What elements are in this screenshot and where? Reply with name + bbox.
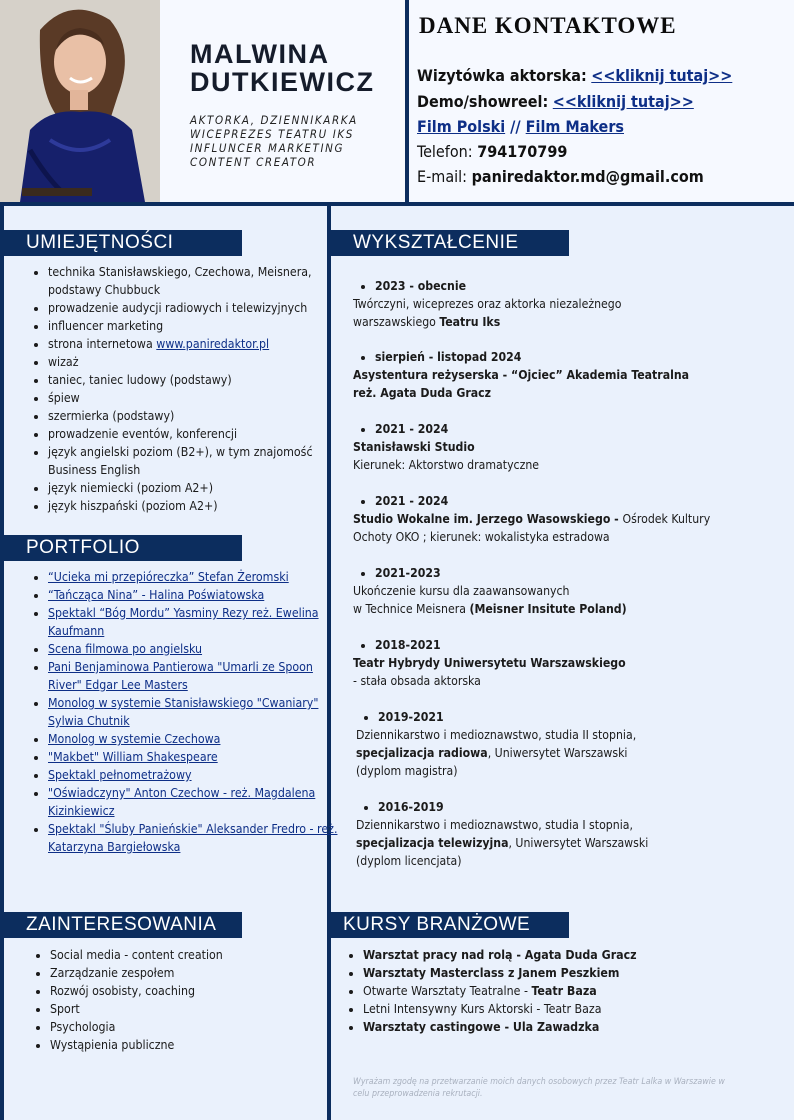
list-item: • język hiszpański (poziom A2+) xyxy=(48,497,343,515)
email-line xyxy=(417,167,704,187)
portfolio-item xyxy=(48,730,338,748)
website-link[interactable]: www.paniredaktor.pl xyxy=(156,337,270,351)
skills-list xyxy=(28,263,343,515)
consent-clause: Wyrażam zgodę na przetwarzanie moich danych osobowych przez Teatr Lalka w Warszawie w celu przeprowadzenia rekrutacji. xyxy=(353,1077,725,1099)
roles xyxy=(190,113,358,169)
portfolio-item xyxy=(48,694,338,730)
demo-line xyxy=(417,92,694,112)
film-polski-link[interactable]: Film Polski xyxy=(417,117,506,136)
portfolio-item xyxy=(48,658,338,694)
header-divider xyxy=(0,202,794,206)
email-value: paniredaktor.md@gmail.com xyxy=(471,167,704,186)
entry-text: Ośrodek Kultury xyxy=(622,512,711,526)
list-item: • język angielski poziom (B2+), w tym znajomość Business English xyxy=(48,443,343,479)
list-item: • Warsztaty Masterclass z Janem Peszkiem xyxy=(363,964,783,982)
list-item: • Warsztaty castingowe - Ula Zawadzka xyxy=(363,1018,783,1036)
portfolio-link[interactable]: "Oświadczyny" Anton Czechow - reż. Magdalena Kizinkiewicz xyxy=(48,786,316,818)
list-item: • prowadzenie audycji radiowych i telewizyjnych xyxy=(48,299,343,317)
interests-list xyxy=(30,946,340,1054)
phone-line xyxy=(417,142,567,162)
entry-line: - stała obsada aktorska xyxy=(353,674,481,688)
entry-line: Stanisławski Studio xyxy=(353,440,475,454)
role-line: WICEPREZES TEATRU IKS xyxy=(190,127,354,141)
entry-line: Twórczyni, wiceprezes oraz aktorka niezależnego xyxy=(353,297,622,311)
entry-text-bold: Teatru Iks xyxy=(439,315,501,329)
portfolio-link[interactable]: Spektakl “Bóg Mordu” Yasminy Rezy reż. Ewelina Kaufmann xyxy=(48,606,319,638)
entry-date: 2016-2019 xyxy=(378,800,444,814)
portfolio-link[interactable]: Scena filmowa po angielsku xyxy=(48,642,203,656)
list-item xyxy=(48,335,343,353)
list-item: • Warsztat pracy nad rolą - Agata Duda Gracz xyxy=(363,946,783,964)
courses-heading: KURSY BRANŻOWE xyxy=(331,912,569,938)
course-text-bold: Teatr Baza xyxy=(531,984,597,998)
education-entry xyxy=(353,636,693,690)
skills-heading: UMIEJĘTNOŚCI xyxy=(4,230,242,256)
contact-title: DANE KONTAKTOWE xyxy=(419,13,677,38)
entry-line: Kierunek: Aktorstwo dramatyczne xyxy=(353,458,540,472)
entry-line: reż. Agata Duda Gracz xyxy=(353,386,492,400)
education-entry xyxy=(353,420,693,474)
entry-line xyxy=(353,510,713,528)
left-border xyxy=(0,202,4,1120)
entry-line: Teatr Hybrydy Uniwersytetu Warszawskiego xyxy=(353,656,626,670)
link-separator: // xyxy=(505,117,526,136)
portfolio-item xyxy=(48,766,338,784)
portfolio-link[interactable]: “Ucieka mi przepióreczka” Stefan Żeromski xyxy=(48,570,289,584)
entry-line xyxy=(356,744,696,762)
list-item: • śpiew xyxy=(48,389,343,407)
portfolio-item xyxy=(48,748,338,766)
portfolio-list xyxy=(28,568,338,856)
last-name: DUTKIEWICZ xyxy=(190,67,375,97)
portfolio-link[interactable]: Monolog w systemie Czechowa xyxy=(48,732,221,746)
email-label: E-mail: xyxy=(417,167,472,186)
role-line: CONTENT CREATOR xyxy=(190,155,317,169)
list-item: • szermierka (podstawy) xyxy=(48,407,343,425)
portfolio-item xyxy=(48,640,338,658)
portfolio-item xyxy=(48,784,338,820)
list-item: • Letni Intensywny Kurs Aktorski - Teatr Baza xyxy=(363,1000,783,1018)
portfolio-link[interactable]: Monolog w systemie Stanisławskiego "Cwaniary" Sylwia Chutnik xyxy=(48,696,319,728)
course-text: Otwarte Warsztaty Teatralne - xyxy=(363,984,532,998)
entry-line xyxy=(353,313,693,331)
list-item: • Psychologia xyxy=(50,1018,340,1036)
entry-date: 2019-2021 xyxy=(378,710,444,724)
portfolio-link[interactable]: Pani Benjaminowa Pantierowa "Umarli ze Spoon River" Edgar Lee Masters xyxy=(48,660,313,692)
portfolio-item xyxy=(48,568,338,586)
portfolio-heading: PORTFOLIO xyxy=(4,535,242,561)
entry-text: , Uniwersytet Warszawski xyxy=(487,746,628,760)
entry-line xyxy=(356,834,696,852)
list-item: • Social media - content creation xyxy=(50,946,340,964)
entry-text-bold: Studio Wokalne im. Jerzego Wasowskiego - xyxy=(353,512,623,526)
entry-date: sierpień - listopad 2024 xyxy=(375,350,522,364)
profile-photo xyxy=(0,0,160,202)
courses-list xyxy=(343,946,783,1036)
website-label: strona internetowa xyxy=(48,337,157,351)
entry-line: Dziennikarstwo i medioznawstwo, studia II stopnia, xyxy=(356,728,637,742)
portfolio-item xyxy=(48,820,338,856)
education-entry xyxy=(353,492,713,546)
portfolio-item xyxy=(48,586,338,604)
contact-block xyxy=(409,0,794,202)
card-link[interactable]: <<kliknij tutaj>> xyxy=(591,66,733,85)
education-entry xyxy=(356,708,696,780)
film-links-line xyxy=(417,117,624,137)
role-line: INFLUNCER MARKETING xyxy=(190,141,345,155)
card-label: Wizytówka aktorska: xyxy=(417,66,587,85)
entry-text-bold: (Meisner Insitute Poland) xyxy=(469,602,627,616)
entry-date: 2018-2021 xyxy=(375,638,441,652)
list-item xyxy=(363,982,783,1000)
entry-line: Asystentura reżyserska - “Ojciec” Akademia Teatralna xyxy=(353,368,690,382)
demo-label: Demo/showreel: xyxy=(417,92,549,111)
entry-line: Dziennikarstwo i medioznawstwo, studia I stopnia, xyxy=(356,818,633,832)
portfolio-item xyxy=(48,604,338,640)
list-item: • wizaż xyxy=(48,353,343,371)
film-makers-link[interactable]: Film Makers xyxy=(525,117,624,136)
entry-text: , Uniwersytet Warszawski xyxy=(508,836,649,850)
card-line xyxy=(417,66,732,86)
education-entry xyxy=(353,348,693,402)
entry-line: Ochoty OKO ; kierunek: wokalistyka estradowa xyxy=(353,530,610,544)
entry-date: 2021 - 2024 xyxy=(375,422,449,436)
entry-text: w Technice Meisnera xyxy=(353,602,470,616)
entry-line: Ukończenie kursu dla zaawansowanych xyxy=(353,584,570,598)
list-item: • Rozwój osobisty, coaching xyxy=(50,982,340,1000)
entry-text-bold: specjalizacja radiowa xyxy=(356,746,488,760)
entry-date: 2021-2023 xyxy=(375,566,441,580)
education-entry xyxy=(353,564,693,618)
phone-label: Telefon: xyxy=(417,142,478,161)
entry-date: 2023 - obecnie xyxy=(375,279,467,293)
portfolio-link[interactable]: “Tańcząca Nina” - Halina Poświatowska xyxy=(48,588,265,602)
list-item: • Zarządzanie zespołem xyxy=(50,964,340,982)
education-entry xyxy=(356,798,696,870)
list-item: • technika Stanisławskiego, Czechowa, Meisnera, podstawy Chubbuck xyxy=(48,263,343,299)
education-heading: WYKSZTAŁCENIE xyxy=(331,230,569,256)
list-item: • taniec, taniec ludowy (podstawy) xyxy=(48,371,343,389)
entry-line: (dyplom licencjata) xyxy=(356,854,462,868)
entry-text-bold: specjalizacja telewizyjna xyxy=(356,836,509,850)
full-name xyxy=(190,40,374,96)
list-item: • Wystąpienia publiczne xyxy=(50,1036,340,1054)
list-item: • język niemiecki (poziom A2+) xyxy=(48,479,343,497)
list-item: • influencer marketing xyxy=(48,317,343,335)
list-item: • prowadzenie eventów, konferencji xyxy=(48,425,343,443)
phone-value: 794170799 xyxy=(477,142,568,161)
portfolio-link[interactable]: "Makbet" William Shakespeare xyxy=(48,750,218,764)
name-block xyxy=(160,0,405,202)
entry-line xyxy=(353,600,693,618)
education-entry xyxy=(353,277,693,331)
portfolio-link[interactable]: Spektakl "Śluby Panieńskie" Aleksander Fredro - reż. Katarzyna Bargiełowska xyxy=(48,822,338,854)
entry-line: (dyplom magistra) xyxy=(356,764,458,778)
demo-link[interactable]: <<kliknij tutaj>> xyxy=(552,92,694,111)
portfolio-link[interactable]: Spektakl pełnometrażowy xyxy=(48,768,192,782)
entry-date: 2021 - 2024 xyxy=(375,494,449,508)
first-name: MALWINA xyxy=(190,39,330,69)
list-item: • Sport xyxy=(50,1000,340,1018)
interests-heading: ZAINTERESOWANIA xyxy=(4,912,242,938)
entry-text: warszawskiego xyxy=(353,315,440,329)
role-line: AKTORKA, DZIENNIKARKA xyxy=(190,113,358,127)
